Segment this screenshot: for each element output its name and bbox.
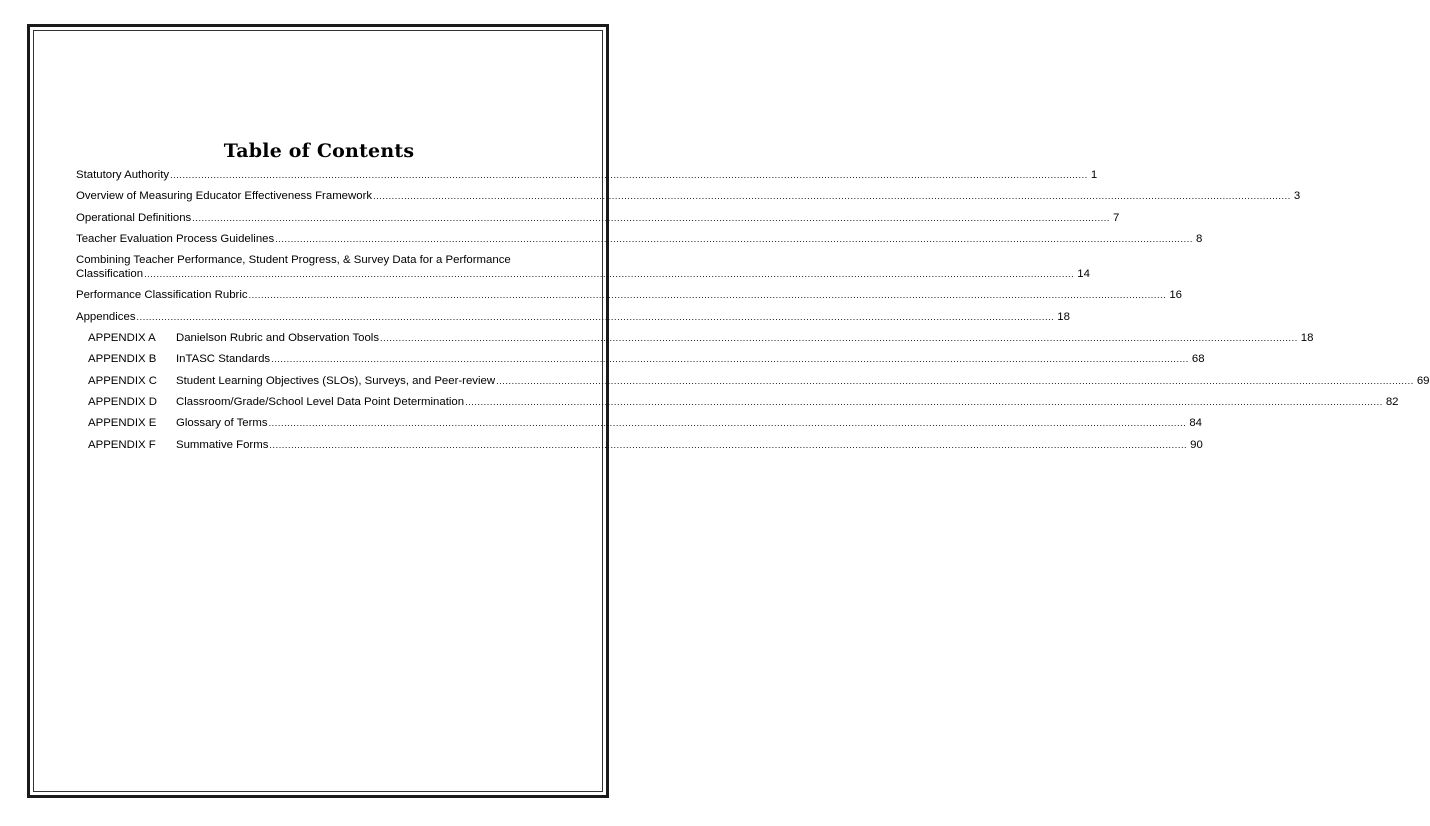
toc-entry-label: Overview of Measuring Educator Effectiveness Framework [76,190,373,203]
toc-entry-appendix-d[interactable] [76,395,1399,409]
toc-entry-appendices[interactable] [76,310,1070,324]
toc-entry-label-line2: Classification [76,268,144,281]
appendix-code: APPENDIX B [88,353,157,366]
toc-entry-label-line1: Combining Teacher Performance, Student Progress, & Survey Data for a Performance [76,254,511,267]
toc-entry-label: Classroom/Grade/School Level Data Point Determination [176,395,465,408]
toc-leader-dots [275,232,1193,246]
toc-page-number: 1 [1090,169,1098,181]
toc-leader-dots [170,168,1088,182]
appendix-code: APPENDIX A [88,332,156,345]
toc-entry-label: Danielson Rubric and Observation Tools [176,332,380,345]
toc-leader-dots [380,331,1298,345]
toc-leader-dots [269,438,1187,452]
toc-entry-appendix-e[interactable] [76,416,1202,430]
toc-entry-label: Student Learning Objectives (SLOs), Surveys, and Peer-review [176,374,496,387]
toc-page-number: 18 [1300,332,1314,345]
toc-entry-label: Summative Forms [176,438,269,451]
toc-leader-dots: ............................................................................................................................................................................................................................................................................................................ [144,269,1075,280]
toc-entry-appendix-f[interactable] [76,438,1203,452]
toc-leader-dots [137,310,1055,324]
toc-leader-dots [249,288,1167,302]
toc-page-number: 69 [1416,374,1430,387]
toc-page-number: 14 [1077,268,1090,281]
toc-leader-dots [465,395,1383,409]
toc-entry-label: Statutory Authority [76,169,170,181]
toc-entry-overview[interactable] [76,189,1301,203]
toc-entry-label: Glossary of Terms [176,417,268,430]
toc-page-number: 84 [1189,417,1202,430]
toc-entry-appendix-c[interactable] [76,374,1430,388]
toc-entry-label: InTASC Standards [176,353,271,366]
appendix-code: APPENDIX C [88,374,157,387]
toc-entry-rubric[interactable] [76,288,1182,302]
toc-leader-dots [271,352,1189,366]
toc-page-number: 7 [1113,211,1120,224]
toc-entry-label: Operational Definitions [76,211,192,224]
toc-page-number: 68 [1191,353,1205,366]
page-title: Table of Contents [223,140,415,162]
toc-entry-appendix-a[interactable] [76,331,1314,345]
toc-entry-operational-definitions[interactable] [76,211,1120,225]
appendix-code: APPENDIX E [88,417,157,430]
toc-entry-statutory-authority[interactable] [76,168,1098,182]
toc-page-number: 18 [1057,310,1070,323]
table-of-contents [76,168,1430,459]
toc-page-number: 82 [1385,395,1399,408]
toc-entry-process-guidelines[interactable] [76,232,1203,246]
toc-entry-label: Performance Classification Rubric [76,289,248,302]
toc-entry-appendix-b[interactable] [76,352,1205,366]
toc-entry-label: Teacher Evaluation Process Guidelines [76,232,275,245]
toc-leader-dots [269,416,1187,430]
toc-leader-dots [496,374,1414,388]
toc-leader-dots [373,189,1291,203]
toc-entry-label: Appendices [76,310,136,323]
toc-page-number: 16 [1169,289,1182,302]
toc-page-number: 3 [1293,190,1301,203]
toc-page-number: 8 [1195,232,1203,245]
appendix-code: APPENDIX F [88,438,156,451]
toc-leader-dots [192,211,1110,225]
toc-entry-combining[interactable] [76,253,1090,281]
appendix-code: APPENDIX D [88,395,157,408]
toc-page-number: 90 [1190,438,1203,451]
